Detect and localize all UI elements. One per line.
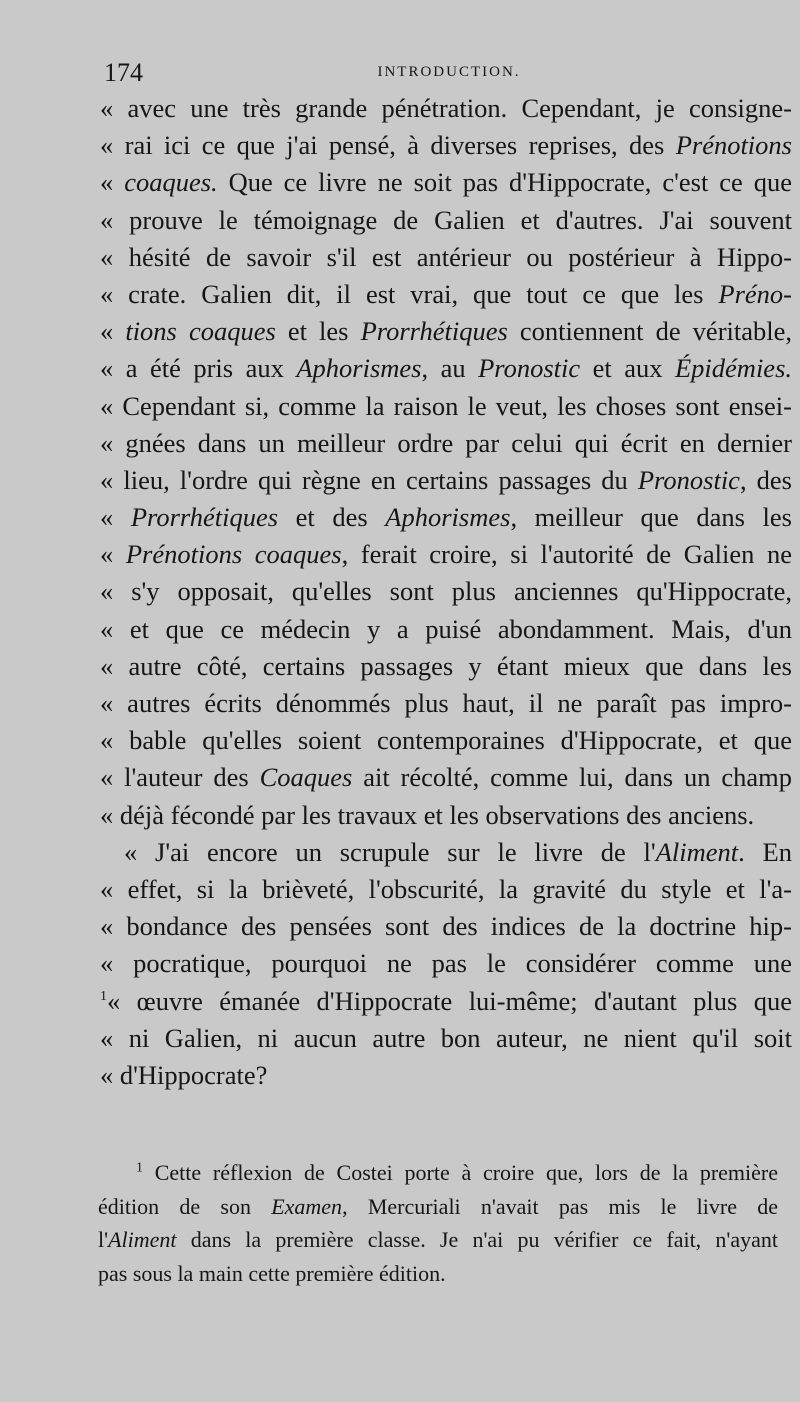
text-line: « Cependant si, comme la raison le veut, les choses sont ensei- [100,390,792,421]
text-line: « gnées dans un meilleur ordre par celui qui écrit en dernier [100,427,792,458]
text-line: « pocratique, pourquoi ne pas le considérer comme une [100,948,792,979]
text-line: « ni Galien, ni aucun autre bon auteur, ne nient qu'il soit [100,1022,792,1053]
text-line: « coaques. Que ce livre ne soit pas d'Hippocrate, c'est ce que [100,167,792,198]
text-line: « bondance des pensées sont des indices de la doctrine hip- [100,911,792,942]
text-line: « d'Hippocrate? [100,1059,268,1090]
text-line: « Prorrhétiques et des Aphorismes, meilleur que dans les [100,502,792,533]
text-line: « rai ici ce que j'ai pensé, à diverses reprises, des Prénotions [100,130,792,161]
main-text [100,90,792,1094]
page-number: 174 [104,58,143,87]
text-line: « s'y opposait, qu'elles sont plus anciennes qu'Hippocrate, [100,576,792,607]
text-line: « avec une très grande pénétration. Cependant, je consigne- [100,93,792,123]
footnote-line: $^1$ Cette réflexion de Costei porte à croire que, lors de la première [136,1160,778,1185]
text-line: « autres écrits dénommés plus haut, il ne paraît pas impro- [100,688,792,718]
text-line: « effet, si la brièveté, l'obscurité, la gravité du style et l'a- [100,873,792,904]
footnote-line: édition de son Examen, Mercuriali n'avait pas mis le livre de [98,1193,778,1219]
text-line: « prouve le témoignage de Galien et d'autres. J'ai souvent [100,204,792,235]
text-line: « et que ce médecin y a puisé abondamment. Mais, d'un [100,613,792,644]
text-line: $^1$« œuvre émanée d'Hippocrate lui-même; d'autant plus que [100,985,792,1016]
footnote-line: l'Aliment dans la première classe. Je n'ai pu vérifier ce fait, n'ayant [98,1227,778,1252]
text-line: « Prénotions coaques, ferait croire, si l'autorité de Galien ne [100,539,792,570]
footnotes [98,1156,778,1290]
text-line: « tions coaques et les Prorrhétiques contiennent de véritable, [100,316,792,347]
text-line: « bable qu'elles soient contemporaines d'Hippocrate, et que [100,725,792,756]
text-line: « autre côté, certains passages y étant mieux que dans les [100,650,792,681]
text-line: « J'ai encore un scrupule sur le livre de l'Aliment. En [124,836,792,867]
text-line: « déjà fécondé par les travaux et les observations des anciens. [100,799,755,830]
text-line: « l'auteur des Coaques ait récolté, comme lui, dans un champ [100,762,792,793]
text-line: « lieu, l'ordre qui règne en certains passages du Pronostic, des [100,464,792,495]
page-header [104,58,794,92]
running-title: INTRODUCTION. [377,64,521,80]
text-line: « crate. Galien dit, il est vrai, que tout ce que les Préno- [100,278,792,309]
text-line: « hésité de savoir s'il est antérieur ou postérieur à Hippo- [100,241,792,272]
footnote-line: pas sous la main cette première édition. [98,1260,446,1286]
text-line: « a été pris aux Aphorismes, au Pronostic et aux Épidémies. [100,353,792,384]
